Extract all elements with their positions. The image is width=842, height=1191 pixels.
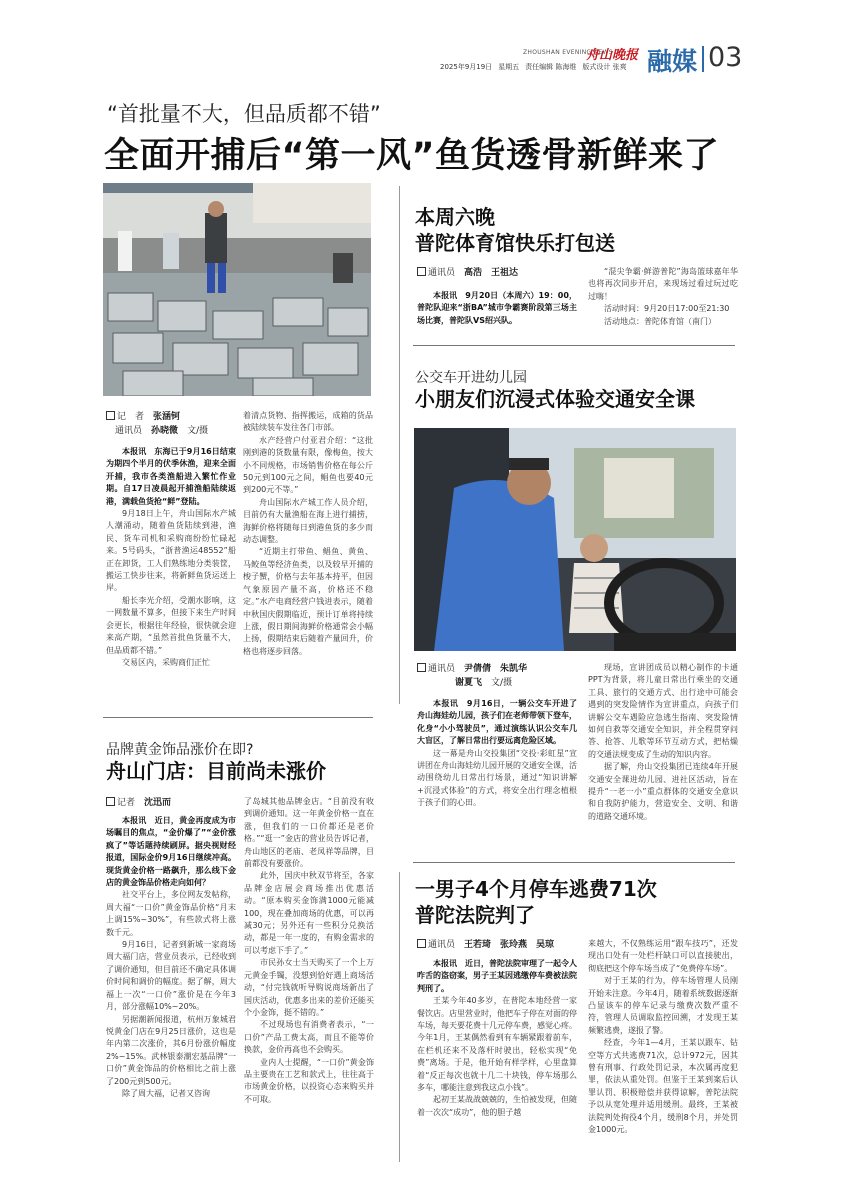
page-number: 03 (708, 42, 743, 73)
article4-col2 (244, 796, 374, 1106)
article-separator (413, 345, 735, 346)
article4-byline: 记者 沈迅而 (106, 796, 171, 810)
paragraph: 此外，国庆中秋双节将至，各家品牌金店展会商场推出优惠活动。“原本购买金饰满1000元能减100，现在叠加商场的优惠，可以再减30元；另外还有一些积分兑换活动，都是一年一度的，有购金需求的可以考虑下手了。” (244, 871, 374, 955)
main-article-col1 (106, 446, 236, 669)
paragraph: 活动时间：9月20日17:00至21:30 (604, 304, 730, 314)
designer-credit: 版式设计 张爽 (582, 63, 627, 71)
article4-col1 (106, 815, 236, 1100)
main-byline (106, 410, 266, 438)
article5-col1 (417, 958, 577, 1119)
paragraph: 活动地点：普陀体育馆（南门） (604, 316, 716, 326)
article4-kicker: 品牌黄金饰品涨价在即? (106, 742, 254, 758)
paragraph: 舟山国际水产城工作人员介绍，目前仍有大量渔船在海上进行捕捞，海鲜价格将随每日到港鱼货的多少而动态调整。 (243, 497, 373, 545)
paragraph: 现场，宣讲团成员以精心制作的卡通PPT为背景，将儿童日常出行乘坐的交通工具、旅行的交通方式、出行途中可能会遇到的突发险情作为宣讲重点，向孩子们讲解公交车遇险应急逃生指南、突发险情如何自救等交通安全知识，并全程贯穿问答、抢答、儿歌等环节互动方式，把枯燥的交通法规变成了生动的知识内容。 (588, 663, 738, 759)
article5-col2 (588, 938, 738, 1137)
photo-credit: 文/摄 (187, 426, 209, 436)
reporter-name: 张涵钶 (153, 412, 181, 422)
paragraph: 市民孙女士当天购买了一个上万元黄金手镯，没想到恰好遇上商场活动，“付完钱就听导购说商场新出了国庆活动，优惠多出来的差价还能买个小金饰，挺不错的。” (244, 958, 374, 1017)
reporter-name: 孙晓微 (151, 426, 179, 436)
paragraph: 除了周大福，记者又咨询 (122, 1088, 210, 1098)
paragraph: 了岛城其他品牌金店。“目前没有收到调价通知。这一年黄金价格一直在涨，但我们的一口价都还是老价格。”“逛一”金店的营业员告诉记者，舟山地区的老庙、老凤祥等品牌，目前都没有要涨价。 (244, 797, 374, 869)
article2-title-line2: 普陀体育馆快乐打包送 (415, 231, 615, 255)
article5-title-line1: 一男子4个月停车逃费71次 (415, 877, 657, 901)
paragraph: 本报讯 近日，黄金再度成为市场瞩目的焦点，“金价爆了”“金价涨疯了”等话题持续刷屏。据央视财经报道，国际金价9月16日继续冲高。现货黄金价格一路飙升，那么线下金店的黄金饰品价格走向如何？ (106, 816, 236, 888)
bus-driver-child-photo (414, 428, 736, 651)
paragraph: “混尖争霸·鲜游普陀”海岛篮球嘉年华也将再次同步开启，来现场过看过玩过吃过嗨！ (588, 267, 738, 301)
article3-headline: 小朋友们沉浸式体验交通安全课 (415, 387, 695, 411)
paragraph: 本报讯 东海已于9月16日结束为期四个半月的伏季休渔，迎来全面开捕，我市各类渔船进入繁忙作业期。自17日凌晨起开捕渔船陆续返港，满载鱼货抢“鲜”登陆。 (106, 447, 236, 506)
article3-kicker: 公交车开进幼儿园 (415, 370, 527, 386)
paragraph: “近期主打带鱼、鲳鱼、黄鱼、马鲛鱼等经济鱼类，以及较早开捕的梭子蟹，价格与去年基本持平，但因气象原因产量不高，价格还不稳定。”水产电商经营户钱进表示，随着中秋国庆假期临近，预计订单将持续上涨，假日期间海鲜价格通常会小幅上扬，假期结束后随着产量回升，价格也将逐步回落。 (243, 547, 373, 656)
paragraph: 本报讯 9月16日，一辆公交车开进了舟山海娃幼儿园，孩子们在老师带领下登车，化身“小小驾驶员”，通过演练认识公交车几大盲区，了解日常出行要远离危险区域。 (417, 699, 577, 746)
article2-col2 (588, 266, 738, 328)
paragraph: 本报讯 近日，普陀法院审理了一起令人咋舌的盗窃案，男子王某因逃缴停车费被法院判刑了。 (417, 959, 577, 993)
paragraph: 本报讯 9月20日（本周六）19：00，普陀队迎来“浙BA”城市争霸赛阶段第三场主场比赛，普陀队VS绍兴队。 (417, 291, 577, 325)
column-divider (399, 186, 400, 704)
masthead-info (440, 62, 633, 72)
paragraph: 另据潮新闻报道，杭州万象城君悦黄金门店在9月25日涨价，这也是年内第二次涨价，其6月份涨价幅度2%~15%。武林银泰潮宏基品牌“一口价”黄金饰品的价格相比之前上涨了200元到500元。 (106, 1014, 236, 1086)
article-separator (103, 717, 373, 718)
article3-col2 (588, 662, 738, 823)
paragraph: 经查，今年1—4月，王某以跟车、钻空等方式共逃费71次，总计972元，因其曾有刑事、行政处罚记录，本次属再度犯罪，依法从重处罚。但鉴于王某到案后认罪认罚、积极赔偿并获得谅解，普陀法院予以从宽处理并适用缓刑。最终，王某被法院判处拘役4个月，缓刑8个月，并处罚金1000元。 (588, 1038, 738, 1135)
issue-weekday: 星期五 (498, 63, 520, 71)
article2-byline: 通讯员 高浩 王祖达 (417, 266, 518, 280)
article4-headline: 舟山门店：目前尚未涨价 (106, 759, 326, 783)
paragraph: 业内人士提醒，“一口价”黄金饰品主要贵在工艺和款式上，往往高于市场黄金价格，以投资心态来购买并不可取。 (244, 1057, 374, 1104)
article3-col1 (417, 698, 577, 810)
paragraph: 着清点货物、指挥搬运，成箱的货品被陆续装车发往各门市部。 (243, 411, 373, 433)
column-divider (399, 872, 400, 1162)
paragraph: 据了解，舟山交投集团已连续4年开展交通安全课进幼儿园、进社区活动，旨在提升“一老一小”重点群体的交通安全意识和自我防护能力，营造安全、文明、和谐的道路交通环境。 (588, 762, 738, 821)
section-name: 融媒 (647, 47, 698, 76)
paragraph: 不过现场也有消费者表示，“一口价”产品工费太高，而且不能等价换款，金价再高也不会购买。 (244, 1020, 374, 1055)
paragraph: 来越大，不仅熟练运用“跟车技巧”，还发现出口处有一处栏杆缺口可以直接驶出，彻底把这个停车场当成了“免费停车场”。 (588, 939, 738, 973)
editor-credit: 责任编辑 陈海维 (525, 63, 577, 71)
main-kicker: “首批量不大，但品质都不错” (107, 102, 381, 126)
masthead-url: ZHOUSHAN EVENING NEWS (523, 49, 613, 56)
paragraph: 交易区内，采购商们正忙 (122, 657, 210, 667)
paragraph: 9月16日，记者到新城一家商场周大福门店，营业员表示，已经收到了调价通知，但目前还不确定具体调价时间和调价的幅度。据了解，周大福上一次“一口价”涨价是在今年3月，部分涨幅10%~20%。 (106, 940, 236, 1012)
article2-col1 (417, 290, 577, 327)
paragraph: 对于王某的行为，停车场管理人员刚开始未注意。今年4月，随着系统数据逐渐凸显该车的停车记录与缴费次数严重不符，管理人员调取监控回溯，才发现王某频繁逃费，遂报了警。 (588, 976, 738, 1035)
paragraph: 船长李光介绍，受潮水影响，这一网数量不算多，但接下来生产时间会更长，根据往年经验，很快就会迎来高产期，“虽然首批鱼货量不大，但品质都不错。” (106, 595, 236, 655)
issue-date: 2025年9月19日 (440, 63, 493, 71)
byline-role: 记 者 (117, 412, 145, 422)
article-separator (413, 862, 735, 863)
paragraph: 起初王某战战兢兢的，生怕被发现，但随着一次次“成功”，他的胆子越 (417, 1095, 577, 1117)
paragraph: 水产经营户付亚君介绍：“这批刚到港的货数量有限，像梅鱼，按大小不同规格，市场销售价格在每公斤50元到100元之间，鲳鱼也要40元到200元不等。” (243, 435, 373, 495)
paragraph: 这一幕是舟山交投集团“交投·彩虹星”宣讲团在舟山海娃幼儿园开展的交通安全课，活动围绕幼儿日常出行场景，通过“知识讲解+沉浸式体验”的方式，将安全出行理念植根于孩子们的心田。 (417, 748, 577, 808)
masthead-divider (702, 46, 704, 72)
article2-title-line1: 本周六晚 (415, 205, 495, 229)
article3-byline: 通讯员 尹倩倩 朱凯华 谢夏飞 文/摄 (417, 662, 527, 690)
paragraph: 王某今年40多岁，在普陀本地经营一家餐饮店。店里营业时，他把车子停在对面的停车场，每天要花费十几元停车费，感觉心疼。今年1月，王某偶然看到有车辆紧跟着前车，在栏机还来不及落杆时驶出，轻松实现“免费”离场。于是，他开始有样学样，心里盘算着“反正每次也就十几二十块钱，停车场那么多车，哪能注意到我这点小钱”。 (417, 996, 577, 1093)
paragraph: 社交平台上，多位网友发帖称，周大福“一口价”黄金饰品价格“月末上调15%~30%”，有些款式将上涨数千元。 (106, 890, 236, 937)
fish-market-photo (103, 183, 371, 396)
main-article-col2 (243, 410, 373, 658)
article5-byline: 通讯员 王若琦 张玲燕 吴琼 (417, 938, 554, 952)
masthead-logo: 舟山晚报 (586, 48, 639, 63)
byline-role: 通讯员 (115, 426, 143, 436)
main-headline: 全面开捕后“第一风”鱼货透骨新鲜来了 (104, 136, 720, 176)
article5-title-line2: 普陀法院判了 (415, 903, 535, 927)
paragraph: 9月18日上午，舟山国际水产城人潮涌动，随着鱼货陆续到港，渔民、货车司机和采购商纷纷忙碌起来。5号码头，“浙普渔运48552”船正在卸货，工人们熟练地分类装筐，搬运工快步往来，将新鲜鱼货运送上岸。 (106, 509, 236, 593)
